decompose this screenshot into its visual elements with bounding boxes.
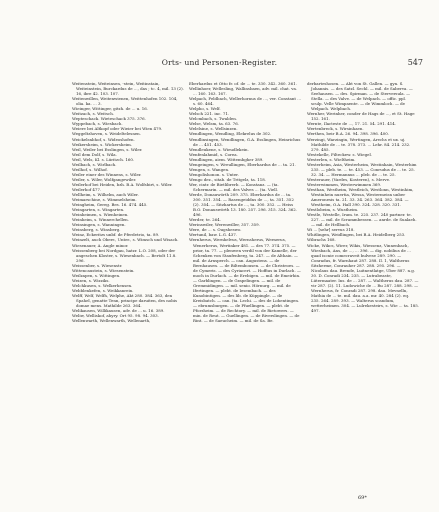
register-entry: Wengo dez., sitab. de Tritgelz, ta. 118. (189, 176, 266, 182)
register-entry: Weingheim, Gereg. Bes. 16. 474. 445. (72, 202, 148, 208)
register-entry: Eberhardus et Otto fr. of. de ... te. 330. 342. 360. 361. (189, 81, 297, 86)
register-entry: Wernte, Ilacteste de ..., 17. 21. 54. 291. 414. (307, 121, 397, 127)
register-entry: Wellinhoer, Wellesling, Wallinsbaen, adv. mil. chat. va. ... 160. 163. 167. (189, 86, 298, 97)
register-entry: Welcmbach, s. Twalden. (189, 116, 237, 122)
register-entry: Wernherus, Wernhelvus, Wernsherus, Wernerus, Wenerherus, Wertinker 481. — des 77. 374. 375. — prior, ta. 77. — plenwen verdil von der Kamelle, der Schenken von Staufenberg, ta. 247. — de Althain. — mil. de Arnsperch. — can. Augustens. — de Bernhausen. — de Biltembousen. — de Christeoes. — de Cymeris. — des Cyriacert. — Hoffius in Durlach. — moch in Durlach. — de Erebigen. — mil. de Emeirhin. — Garblingen. — de Grapelingen. — mil. de Gremmidingen. — mil. senio. Hörnurg. — mil. de Ifertingen. — plebt. de Iesembach. — des Kunobintigen. — des lib. de Küppingle. — de Kreisbatch. — can. (ta. Lechi. — des de Lohentingen. — ebrumsburgen. — de Pfuellingen. — plebt. de Pforzheim. — de Rechtory. — mil. de Rietowers. — min. de Reut. — Guellingen. — de Riverslingen. — de Rint. — de Saeucheim. — mil. de Sa. Be. (189, 237, 301, 324)
running-header (0, 58, 439, 72)
register-entry: Westlobeim, s. Wustheim. (307, 207, 359, 213)
register-entry: Were, de ... s. Ougsheswo. (189, 227, 242, 233)
register-entry: Wendlingen, aiem. Wittembgher 389. (189, 156, 264, 162)
page-number: 547 (407, 58, 423, 67)
register-entry: Weilbach, s. Wirlbach. (72, 161, 117, 167)
register-entry: Weikersheim, s. Wickersheim. (72, 141, 132, 147)
register-entry: Wepteschack. Wieteschack 375. 376. (72, 116, 146, 122)
register-entry: Wernher, Werinher, conder de Hags de ..., et St. Hage 152. 161. (307, 111, 415, 122)
register-entry: Weimarschine, s. Wimmelsheim. (72, 197, 137, 203)
register-entry: Weitenwillen, Weitenwienen, Weittenhofen 102. 104, olia. ka. ... 3. (72, 96, 178, 107)
signature-mark: 69* (358, 495, 367, 501)
register-entry: Weggeltzhoven, s. Weideltelesnen. (72, 131, 141, 137)
register-entry: Weizen, s. Wizziks. (72, 277, 110, 283)
register-entry: Welpach, Feldbach, Wellerhornus de ..., ver. Constant ... s. 60. 464. (189, 96, 301, 107)
register-entry: Weilerhof 477. (72, 186, 102, 192)
register-entry: Welikausen, Willikausen, adv. de ... u. 16. 389. (72, 308, 165, 314)
register-entry: Welff, Welf, Welfh, Welphe, Akt 280. 384. 363, den Spahel, genatte Tenn, principe daruiten, des nobis domae mens. Mathilde 263. 364. (72, 292, 177, 309)
register-column-1 (72, 81, 184, 323)
register-entry: Wellheim, s. Wilhelm, auch Wiler. (72, 192, 139, 198)
register-entry: Westerlen, s. Wieltheim. (307, 156, 356, 162)
register-entry: Wyppebach, s. Wiesbach. (72, 121, 123, 127)
register-entry: Weingarten, s. Wingarten. (72, 207, 125, 213)
register-entry: Weiler, s. Wiler, Wolfgangewiler. (72, 176, 137, 182)
register-entry: Weissenberg bei Nordgau, hatzr. L.O. 208, oder der angeschen Kloster, s. Wiesenbach. — Bertolt 11.8. 296. (72, 247, 177, 263)
register-entry: Weil, Weiler bei Esslingen, s. Wiler. (72, 146, 143, 152)
register-column-3 (307, 81, 419, 313)
register-entry: Westekelle, Filteckew. s. Wiegel. (307, 151, 372, 157)
register-entry: Westhan, Westheim, Westleich, Westlonn, Westinhim, Westinhein nuertia, Wessa, Westermeisn unber Ameronesis ta. 21. 33. 34. 263. 364. 382. 384. — Westheim, O.A. Hall 390. 324. 328. 320. 331. (307, 186, 414, 208)
register-entry: Westerheim, Asia, Westerheim, Westinhain, Westerhim 235. — pleb. te. ... te. 453. — Conrudus de ... te. 25. 32. 34. — Hermannus ... pleb. de ... te. 25. (307, 161, 417, 177)
register-entry: Weiere bei Altkopf oder Wieier bei Wien 479. (72, 126, 163, 132)
register-entry: Weil, Wels, Kl. s. Lüritzch. 160. (72, 156, 135, 162)
register-entry: Weilzapen, s. Wittingen. (72, 272, 121, 278)
register-entry: Weilhof, s. Wilhof. (72, 166, 108, 172)
register-entry: Wittencaustein, s. Wiesenstein. (72, 267, 135, 273)
register-entry: Weinheimen, s. Wienheinen. (72, 212, 129, 218)
register-entry: Weilerhof bei Heiden, bzh. B.A. Wolfsbirt, s. Wiler. (72, 181, 173, 187)
register-entry: Wertenbreck, s. Wirsinhaen. (307, 126, 364, 132)
register-entry: Wi ... [sehr] servus 318. (307, 227, 355, 233)
register-entry: Werzingi, Warzingin, Wertingen, Arechs et ux. uj. Mathilde de ... te. 378. 373. ... Lehr. 84. 214. 232. 279. 485. (307, 136, 411, 152)
register-entry: Weitzach, s. Weitsch. (72, 111, 114, 117)
register-entry: Weil dem Dolf, s. Wila. (72, 151, 117, 157)
register-entry: Whitlingen, Weidlingen, bei B.A. Heidelberg 253. (307, 232, 406, 238)
register-entry: Weitenstein, Weiteinsen, -stein, Weitinstain, Weiteinstein, Burckardus de ..., das ; tc. 4, mil. 13 (2). 16, ibre 42. 103. 107. (72, 81, 184, 97)
register-entry: Werinswiler, Werenwiller, 357. 359. (189, 222, 260, 228)
register-entry: Weinsberg, s. Winsberg. (72, 227, 121, 233)
register-entry: Welelsine, s. Wellsinzen. (189, 126, 238, 132)
register-entry: Welchkusen, s. Welkerhensen. (72, 282, 133, 288)
register-entry: Wellenwarth, Wellenwarth, Wellenarth, (72, 318, 151, 324)
register-entry: Welse, Welsm, ta. 63. 76. (189, 121, 239, 127)
register-entry: Weinzelt, auch Oberr., Unter., s. Wimsch und Wisach. (72, 237, 179, 243)
register-entry: Weiler einer des Winnens, s. Wiler. (72, 171, 142, 177)
register-entry: Westerauer, (Vardes, Kosteren), s. Merve. (307, 176, 391, 182)
register-entry: Wiesenauer, A. Angle minor. (72, 242, 129, 248)
register-entry: Wengen, s. Wangen. (189, 166, 230, 172)
register-entry: Westle, Westelle, Irum. te. 225. 237. 240 partner. te. 227. — mil. de Scrammbessen. — anrde. de Sualaeh. — mil. de Hellbach. (307, 212, 417, 228)
register-column-2 (189, 81, 301, 323)
register-entry: Weinz, Eckeritzs unbf. de Pferdetrio, ta. 89. (72, 232, 160, 238)
register-entry: Westerwimmen, Westerwimmen 369. (307, 181, 382, 187)
register-entry: Wendlingen, Wendling, Elekrelus de 302. (189, 131, 272, 137)
register-entry: Werde, Donauwörth 209. 375. Eberhardus de ... ta. 300. 351. 354. — Rasengeiddns de ..., ta. 351. 352 (2). 354. — Sitzhartus de ..., ta. 300. 352. — Heiss B.O. Donauswörth 13. 180. 257. 296. 315. 324. 362. 496. (189, 192, 297, 218)
register-entry: Werder, te. 264. (189, 217, 221, 223)
register-entry: Werthen, beir B.A. 26. 94. 398. 396. 400. (307, 131, 389, 137)
register-entry: Weickelsnbhof, s. Wideoshofen. (72, 136, 135, 142)
register-entry: Wicke, Wikcs, Wirer, Wikis, Wiessenz, Vinnenbach, Wiesbach, Ans, de ..., ... 396. — dig. nobilius de ... quad iscnie comecraveit bulvese 289. 290. — Conradus, fr. Warnhaut 287. 288. Il. 1, Waltherus Sitzherme, Conrauher 287. 288. 295. 296. — Nicolaus dau. Brende, Luitnentlatge, Uber 887. n.g. 30. D. Conradi 234. 235. — Lutrabeaste, Lütermaater. Ins. de ... 287. — Waltherus dau. 287. — vir 287. (2). 11. Ludowiche de ... Ru 287. 288. 298. — Wernherus, fr. Conradi 287. 298. dau. Mevnelln, Mathia de ... te. mil. dau. a.a. mr. 40. 284 (2). eq. 235. 264. 289. 393. — Walterus scandum, wetterheimen. 304. — Lulrekesteirs, s. Wie ... ta. 185. 497. (307, 242, 420, 314)
register-entry: Webblenkefen, s. Weikkanrein. (72, 287, 134, 293)
register-entry: Weinsingen, s. Wanningen. (72, 222, 126, 228)
register-entry: Welpho, s. Welf. (189, 106, 221, 112)
register-entry: derbarteshosen. — Abt von St. Gallen. — gyn. S. Johannis. — des Satzl. Sechl. — mil. de Saberva. — Seehausen. — des. Spirman. — de Sterversula. — Stella. — des Valve. — de Welpach. — offic. ppl. sculp. Velle Wimpaente. — de Wimmloch. — de Welpach. Welpbach. (307, 81, 413, 112)
register-entry: Wieinger, Wittinger, gitzh. de ... u. 16. (72, 106, 149, 112)
register-entry: Wer, cintr. de Bietlibrerb. — Konstanz. — (ta. Schermarin. — mil. des Valves ... (ta. Viell. (189, 181, 279, 192)
header-title: Orts- und Personen-Register. (161, 58, 278, 67)
register-entry: Wertunil, baw. L.G. 437. (189, 232, 238, 238)
register-entry: Wengolishonon. s. Unter. (189, 171, 239, 177)
register-entry: Weinheim, s. Winnerchellen. (72, 217, 129, 223)
register-entry: Wibrachs 168. (307, 237, 336, 243)
register-entry: Wengeingen, v. Wreullingen, Eberhardus de ... ta. 21. (189, 161, 296, 167)
register-entry: Wenfenlahmid, s. Corea. (189, 151, 238, 157)
register-entry: Wendleukene, s. Wieudlekein. (189, 146, 249, 152)
register-entry: Wendlinsingen, Wendlingen, G.A. Esslingen, Heinrichus de ... 451. 453. (189, 136, 301, 147)
register-entry: Welsch 221. inc. 71. (189, 111, 230, 117)
register-entry: Weissenber, s. Wiesenstr. (72, 262, 123, 268)
register-entry: Weliw, Welliskof, ahyry. Ort 95. 98. 94. 303. (72, 313, 159, 319)
